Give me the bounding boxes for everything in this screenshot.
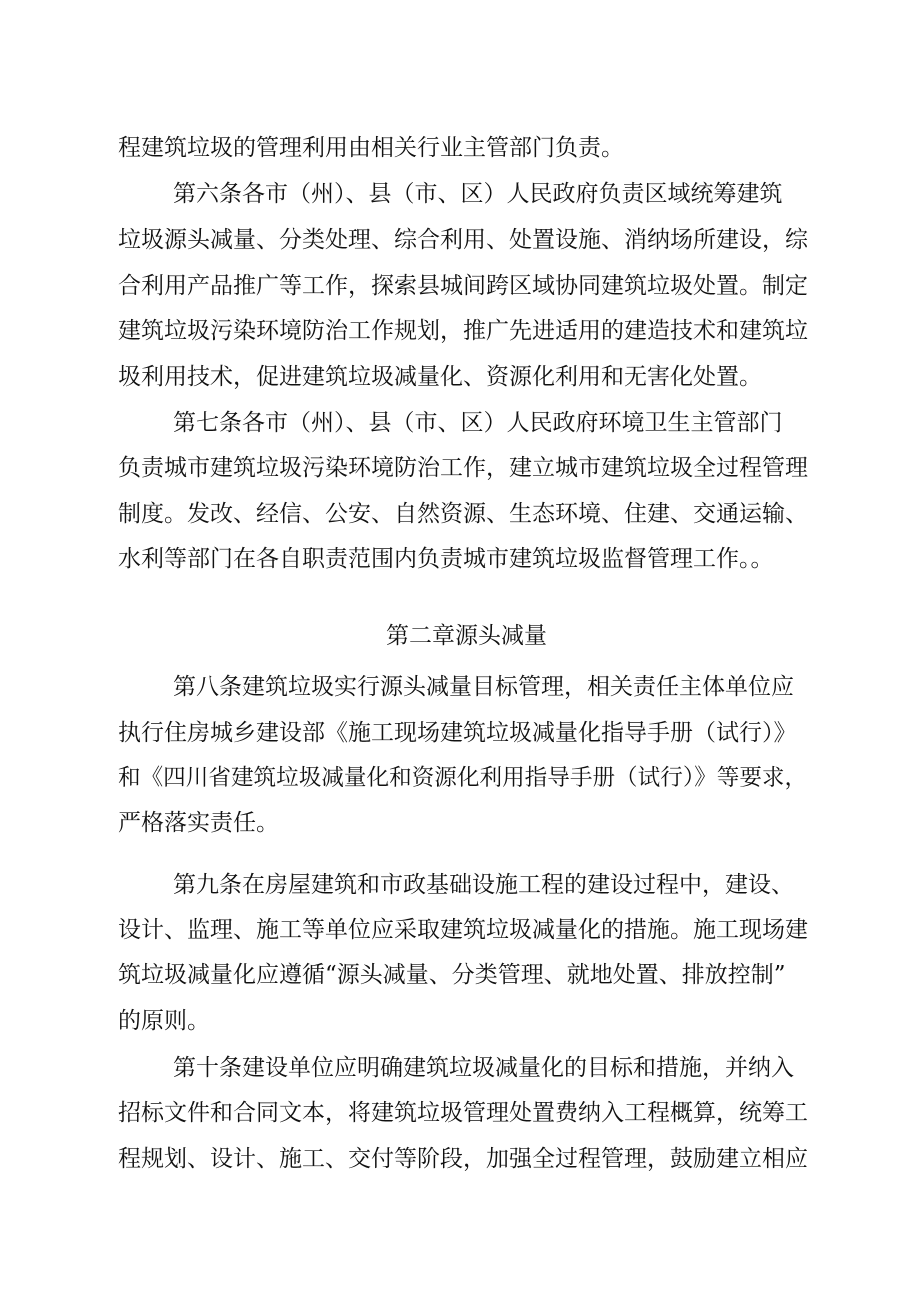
text-line: 合利用产品推广等工作，探索县城间跨区域协同建筑垃圾处置。制定	[118, 273, 808, 299]
text-line: 的原则。	[118, 1008, 210, 1034]
article-6-text: 第六条各市（州）、县（市、区）人民政府负责区域统筹建筑	[173, 181, 783, 207]
text-line: 设计、监理、施工等单位应采取建筑垃圾减量化的措施。施工现场建	[118, 917, 808, 943]
text-line: 制度。发改、经信、公安、自然资源、生态环境、住建、交通运输、	[118, 501, 808, 527]
article-9-text: 第九条在房屋建筑和市政基础设施工程的建设过程中，建设、	[173, 872, 794, 898]
text-line: 和《四川省建筑垃圾减量化和资源化利用指导手册（试行）》等要求，	[118, 765, 808, 791]
chapter-heading: 第二章源头减量	[386, 623, 547, 649]
text-line: 水利等部门在各自职责范围内负责城市建筑垃圾监督管理工作。。	[118, 546, 774, 572]
text-line: 严格落实责任。	[118, 810, 279, 836]
text-line: 招标文件和合同文本，将建筑垃圾管理处置费纳入工程概算，统筹工	[118, 1100, 808, 1126]
article-10-text: 第十条建设单位应明确建筑垃圾减量化的目标和措施，并纳入	[173, 1055, 794, 1081]
text-line: 筑垃圾减量化应遵循“源头减量、分类管理、就地处置、排放控制”	[118, 962, 786, 988]
text-line: 垃圾源头减量、分类处理、综合利用、处置设施、消纳场所建设，综	[118, 227, 808, 253]
text-line: 负责城市建筑垃圾污染环境防治工作，建立城市建筑垃圾全过程管理	[118, 455, 808, 481]
text-line: 执行住房城乡建设部《施工现场建筑垃圾减量化指导手册（试行）》	[118, 720, 797, 746]
text-line: 建筑垃圾污染环境防治工作规划，推广先进适用的建造技术和建筑垃	[118, 318, 808, 344]
text-line: 程规划、设计、施工、交付等阶段，加强全过程管理，鼓励建立相应	[118, 1146, 808, 1172]
article-8-text: 第八条建筑垃圾实行源头减量目标管理，相关责任主体单位应	[173, 674, 794, 700]
text-line: 圾利用技术，促进建筑垃圾减量化、资源化利用和无害化处置。	[118, 364, 762, 390]
article-7-text: 第七条各市（州）、县（市、区）人民政府环境卫生主管部门	[173, 410, 783, 436]
text-line: 程建筑垃圾的管理利用由相关行业主管部门负责。	[118, 135, 624, 161]
